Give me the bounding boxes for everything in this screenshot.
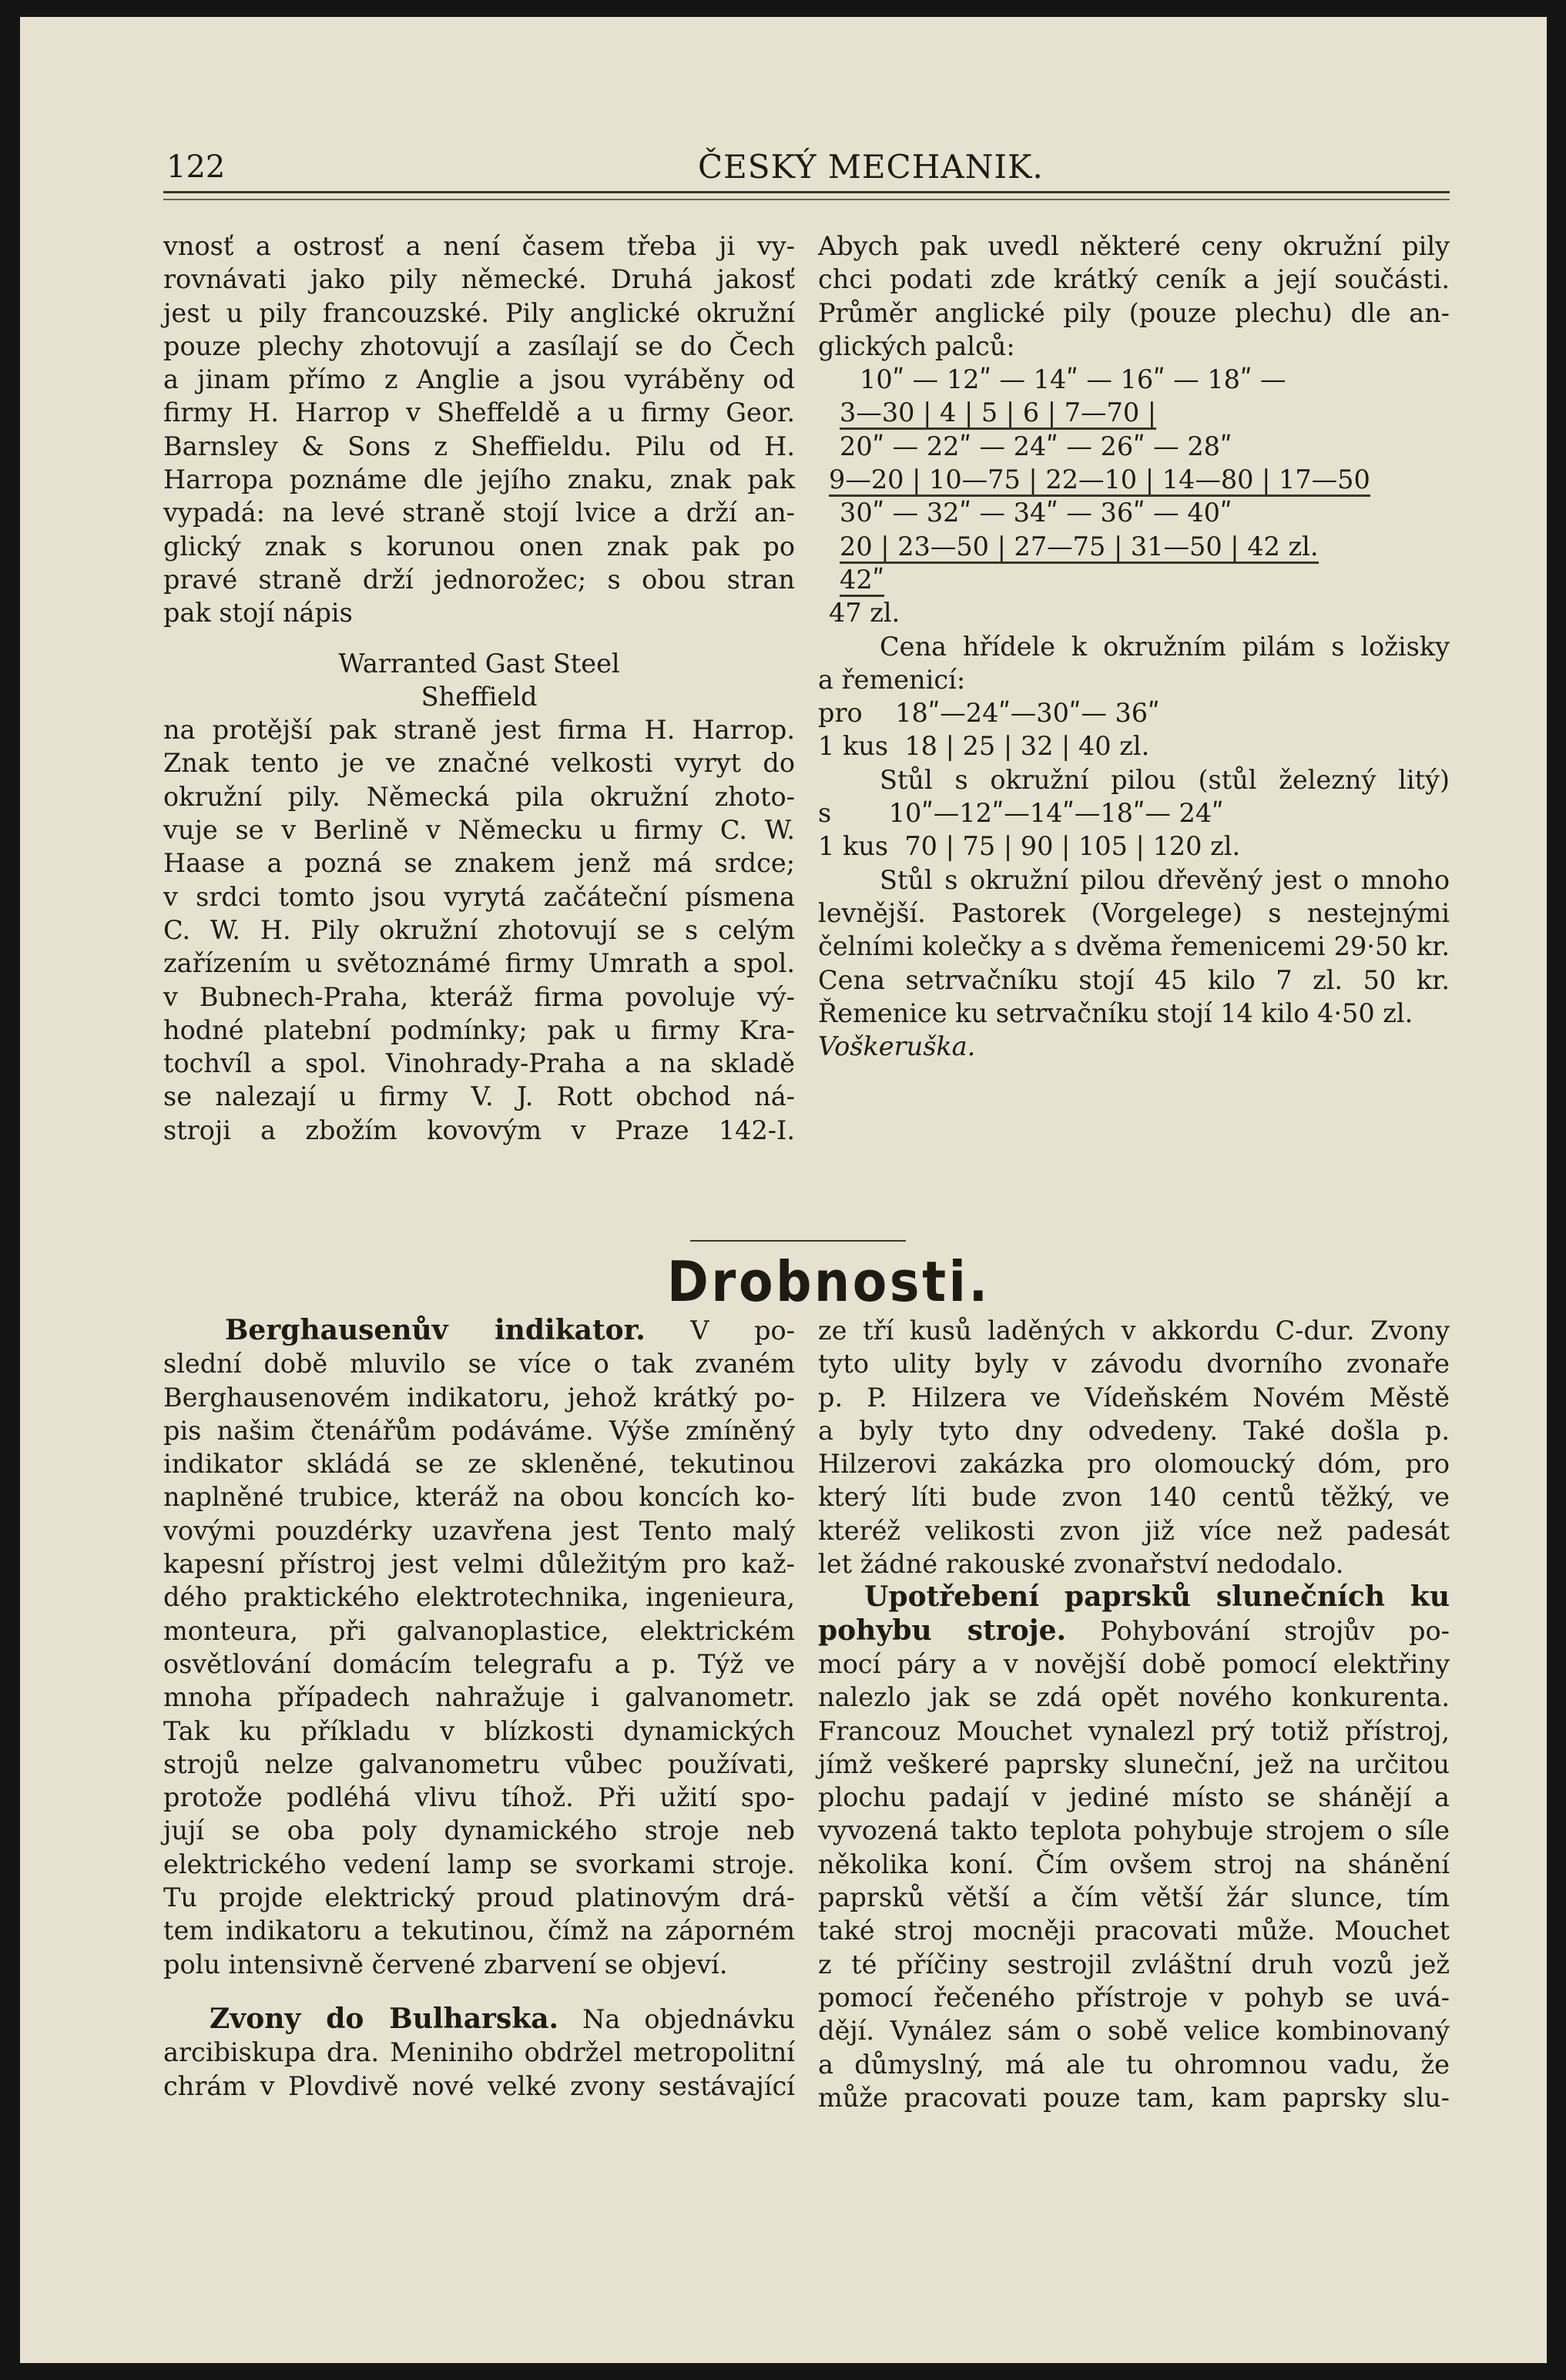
text-line: také stroj mocněji pracovati může. Mouchet bbox=[818, 1916, 1450, 1946]
text-line: firmy H. Harrop v Sheffeldě a u firmy Geor. bbox=[163, 397, 795, 428]
text-line: pravé straně drží jednorožec; s obou stran bbox=[163, 564, 795, 595]
text-line: v srdci tomto jsou vyrytá začáteční písmena bbox=[163, 881, 795, 912]
price-row-sizes: 20ʺ — 22ʺ — 24ʺ — 26ʺ — 28ʺ bbox=[840, 431, 1232, 461]
text-line: pouze plechy zhotovují a zasílají se do Čech bbox=[163, 330, 795, 361]
text-line: pak stojí nápis bbox=[163, 598, 353, 629]
text-line: tem indikatoru a tekutinou, čímž na záporném bbox=[163, 1916, 795, 1946]
text-line: může pracovati pouze tam, kam paprsky slu- bbox=[818, 2082, 1450, 2113]
text-line: Řemenice ku setrvačníku stojí 14 kilo 4·50 zl. bbox=[818, 997, 1413, 1028]
text-line: Na objednávku bbox=[558, 2003, 795, 2034]
text-line: Cena hřídele k okružním pilám s ložisky bbox=[880, 631, 1450, 662]
text-line: indikator skládá se ze skleněné, tekutinou bbox=[163, 1449, 795, 1480]
header-rule bbox=[163, 191, 1450, 193]
text-line: Pohybování strojův po- bbox=[1066, 1615, 1450, 1646]
text-line: a jinam přímo z Anglie a jsou vyráběny od bbox=[163, 364, 795, 395]
text-line: tyto ulity byly v závodu dvorního zvonaře bbox=[818, 1349, 1450, 1379]
text-line: dého praktického elektrotechnika, ingenieura, bbox=[163, 1582, 795, 1613]
page-header bbox=[20, 17, 1547, 202]
text-line: mocí páry a v novější době pomocí elektřiny bbox=[818, 1648, 1450, 1679]
text-line: Barnsley & Sons z Sheffieldu. Pilu od H. bbox=[163, 431, 795, 461]
text-line: jují se oba poly dynamického stroje neb bbox=[163, 1815, 795, 1846]
article-heading: Zvony do Bulharska. bbox=[210, 2002, 559, 2035]
text-line: polu intensivně červené zbarvení se objeví. bbox=[163, 1949, 728, 1979]
text-line: V po- bbox=[645, 1316, 795, 1346]
price-row-sizes: 30ʺ — 32ʺ — 34ʺ — 36ʺ — 40ʺ bbox=[840, 498, 1232, 528]
section-title: Drobnosti. bbox=[667, 1249, 991, 1314]
text-line: Znak tento je ve značné velkosti vyryt do bbox=[163, 748, 795, 779]
inscription-line: Warranted Gast Steel bbox=[338, 648, 620, 679]
text-line: Harropa poznáme dle jejího znaku, znak pak bbox=[163, 464, 795, 495]
text-line: glický znak s korunou onen znak pak po bbox=[163, 531, 795, 561]
text-line: vyvozená takto teplota pohybuje strojem o síle bbox=[818, 1815, 1450, 1846]
price-values: 9—20 | 10—75 | 22—10 | 14—80 | 17—50 bbox=[829, 464, 1370, 497]
text-line: Haase a pozná se znakem jenž má srdce; bbox=[163, 848, 795, 879]
text-line: rovnávati jako pily německé. Druhá jakosť bbox=[163, 264, 795, 295]
table-sizes: s 10ʺ—12ʺ—14ʺ—18ʺ— 24ʺ bbox=[818, 798, 1224, 829]
text-line: Stůl s okružní pilou dřevěný jest o mnoho bbox=[880, 864, 1450, 895]
text-line: dějí. Vynález sám o sobě velice kombinovaný bbox=[818, 2016, 1450, 2046]
text-line: zařízením u světoznámé firmy Umrath a spol. bbox=[163, 948, 795, 979]
text-line: čelními kolečky a s dvěma řemenicemi 29·50 kr. bbox=[818, 931, 1450, 962]
text-line: Berghausenovém indikatoru, jehož krátký po- bbox=[163, 1382, 795, 1413]
price-size: 42ʺ bbox=[840, 565, 884, 597]
shaft-sizes: pro 18ʺ—24ʺ—30ʺ— 36ʺ bbox=[818, 698, 1160, 729]
text-line: ze tří kusů laděných v akkordu C-dur. Zvony bbox=[818, 1316, 1450, 1346]
text-line: a byly tyto dny odvedeny. Také došla p. bbox=[818, 1415, 1450, 1446]
text-line: a řemenicí: bbox=[818, 664, 966, 695]
text-line: naplněné trubice, kteráž na obou koncích ko- bbox=[163, 1482, 795, 1513]
text-line: nalezlo jak se zdá opět nového konkurenta. bbox=[818, 1682, 1450, 1713]
price-row-values bbox=[829, 530, 1450, 563]
text-line: monteura, při galvanoplastice, elektrickém bbox=[163, 1615, 795, 1646]
section-divider bbox=[690, 1240, 906, 1242]
page bbox=[20, 17, 1547, 2363]
text-line: několika koní. Čím ovšem stroj na shánění bbox=[818, 1849, 1450, 1879]
text-line: pis našim čtenářům podáváme. Výše zmíněný bbox=[163, 1415, 795, 1446]
page-number: 122 bbox=[166, 149, 226, 185]
text-line: arcibiskupa drа. Meniniho obdržel metropolitní bbox=[163, 2037, 795, 2068]
text-line: osvětlování domácím telegrafu a p. Týž ve bbox=[163, 1648, 795, 1679]
text-line: vnosť a ostrosť a není časem třeba ji vy- bbox=[163, 231, 795, 261]
text-line: Abych pak uvedl některé ceny okružní pily bbox=[818, 231, 1450, 261]
column-top-right bbox=[818, 230, 1450, 1063]
text-line: okružní pily. Německá pila okružní zhoto- bbox=[163, 781, 795, 812]
text-line: vypadá: na levé straně stojí lvice a drží an- bbox=[163, 498, 795, 528]
text-line: Stůl s okružní pilou (stůl železný litý) bbox=[880, 764, 1450, 795]
text-line: strojů nelze galvanometru vůbec používati, bbox=[163, 1748, 795, 1779]
inscription-line: Sheffield bbox=[421, 681, 538, 712]
text-line: kapesní přístroj jest velmi důležitým pro kaž- bbox=[163, 1549, 795, 1580]
text-line: glických palců: bbox=[818, 330, 1015, 361]
text-line: chci podati zde krátký ceník a její součásti. bbox=[818, 264, 1450, 295]
header-rule-thin bbox=[163, 199, 1450, 200]
text-line: vuje se v Berlině v Německu u firmy C. W. bbox=[163, 815, 795, 846]
text-line: na protější pak straně jest firma H. Harrop. bbox=[163, 715, 795, 746]
text-line: Tu projde elektrický proud platinovým drá- bbox=[163, 1882, 795, 1913]
text-line: plochu padají v jediné místo se shánějí a bbox=[818, 1782, 1450, 1813]
column-bottom-left bbox=[163, 1314, 795, 2103]
column-bottom-right bbox=[818, 1314, 1450, 2114]
text-line: Hilzerovi zakázka pro olomoucký dóm, pro bbox=[818, 1449, 1450, 1480]
price-values: 20 | 23—50 | 27—75 | 31—50 | 42 zl. bbox=[840, 531, 1319, 564]
text-line: v Bubnech-Praha, kteráž firma povoluje vý- bbox=[163, 981, 795, 1012]
text-line: Cena setrvačníku stojí 45 kilo 7 zl. 50 kr. bbox=[818, 964, 1450, 995]
text-line: který líti bude zvon 140 centů těžký, ve bbox=[818, 1482, 1450, 1513]
text-line: protože podléhá vlivu tíhož. Při užití spo- bbox=[163, 1782, 795, 1813]
price-row-values: 47 zl. bbox=[829, 598, 900, 629]
price-list bbox=[818, 363, 1450, 629]
text-line: Francouz Mouchet vynalezl prý totiž přístroj, bbox=[818, 1715, 1450, 1746]
text-line: se nalezají u firmy V. J. Rott obchod ná- bbox=[163, 1081, 795, 1112]
journal-title: ČESKÝ MECHANIK. bbox=[698, 148, 1044, 186]
article-heading: pohybu stroje. bbox=[818, 1614, 1067, 1647]
table-prices: 1 kus 70 | 75 | 90 | 105 | 120 zl. bbox=[818, 831, 1241, 862]
text-line: a důmyslný, má ale tu ohromnou vadu, že bbox=[818, 2049, 1450, 2080]
text-line: vovými pouzdérky uzavřena jest Tento malý bbox=[163, 1515, 795, 1546]
price-row-values bbox=[829, 396, 1156, 429]
text-line: mnoha případech nahražuje i galvanometr. bbox=[163, 1682, 795, 1713]
text-line: hodné platební podmínky; pak u firmy Kra- bbox=[163, 1014, 795, 1045]
text-line: let žádné rakouské zvonařství nedodalo. bbox=[818, 1549, 1344, 1580]
text-line: chrám v Plovdivě nové velké zvony sestávající bbox=[163, 2070, 795, 2101]
article-first-line bbox=[163, 2003, 795, 2036]
text-line: elektrického vedení lamp se svorkami stroje. bbox=[163, 1849, 795, 1879]
text-line: pomocí řečeného přístroje v pohyb se uvá- bbox=[818, 1982, 1450, 2013]
text-line: C. W. H. Pily okružní zhotovují se s celým bbox=[163, 914, 795, 945]
price-values: 3—30 | 4 | 5 | 6 | 7—70 | bbox=[840, 397, 1156, 430]
text-line: p. P. Hilzera ve Vídeňském Novém Městě bbox=[818, 1382, 1450, 1413]
text-line: Průměr anglické pily (pouze plechu) dle an- bbox=[818, 297, 1450, 328]
price-row-sizes: 10ʺ — 12ʺ — 14ʺ — 16ʺ — 18ʺ — bbox=[860, 364, 1286, 395]
text-line: jímž veškeré paprsky sluneční, jež na určitou bbox=[818, 1748, 1450, 1779]
article-first-line bbox=[163, 1314, 795, 1347]
author-signature: Voškeruška. bbox=[818, 1031, 976, 1062]
article-first-line bbox=[818, 1614, 1450, 1648]
text-line: z té příčiny sestrojil zvláštní druh vozů jež bbox=[818, 1949, 1450, 1979]
price-row-values bbox=[829, 463, 1450, 496]
text-line: jest u pily francouzské. Pily anglické okružní bbox=[163, 297, 795, 328]
text-line: kteréž velikosti zvon již více než padesát bbox=[818, 1515, 1450, 1546]
column-top-left bbox=[163, 230, 795, 1147]
text-line: Tak ku příkladu v blízkosti dynamických bbox=[163, 1715, 795, 1746]
article-heading: Berghausenův indikator. bbox=[225, 1314, 646, 1346]
text-line: stroji a zbožím kovovým v Praze 142-I. bbox=[163, 1115, 795, 1145]
shaft-prices: 1 kus 18 | 25 | 32 | 40 zl. bbox=[818, 731, 1150, 762]
text-line: levnější. Pastorek (Vorgelege) s nestejnými bbox=[818, 897, 1450, 928]
text-line: tochvíl a spol. Vinohrady-Praha a na skladě bbox=[163, 1048, 795, 1079]
article-heading: Upotřebení paprsků slunečních ku bbox=[864, 1581, 1450, 1614]
text-line: paprsků větší a čím větší žár slunce, tím bbox=[818, 1882, 1450, 1913]
text-line: slední době mluvilo se více o tak zvaném bbox=[163, 1349, 795, 1379]
price-row-sizes bbox=[829, 563, 1450, 596]
